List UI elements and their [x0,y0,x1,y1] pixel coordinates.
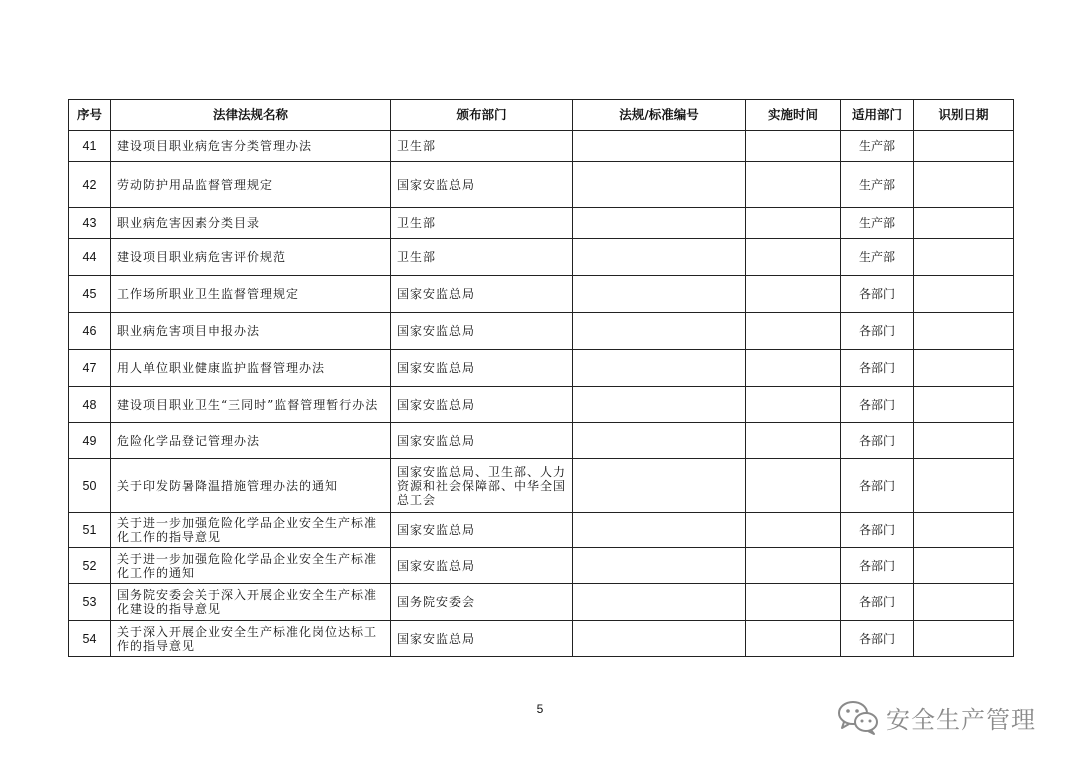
standard-code [573,387,746,423]
standard-code [573,459,746,513]
issuing-department: 国家安监总局 [391,162,573,208]
standard-code [573,162,746,208]
applicable-department: 各部门 [841,621,914,657]
applicable-department: 各部门 [841,459,914,513]
watermark [836,697,1036,737]
identification-date [914,459,1014,513]
header-code: 法规/标准编号 [573,100,746,131]
watermark-text: 安全生产管理 [886,705,1036,734]
row-number: 50 [69,459,111,513]
table-body [69,131,1014,657]
regulation-name: 建设项目职业病危害分类管理办法 [111,131,391,162]
identification-date [914,239,1014,276]
standard-code [573,584,746,621]
identification-date [914,387,1014,423]
applicable-department: 各部门 [841,423,914,459]
issuing-department: 国家安监总局 [391,513,573,548]
table-row [69,239,1014,276]
table-row [69,313,1014,350]
header-row [69,100,1014,131]
effective-date [746,548,841,584]
identification-date [914,350,1014,387]
row-number: 53 [69,584,111,621]
effective-date [746,162,841,208]
effective-date [746,313,841,350]
standard-code [573,423,746,459]
applicable-department: 各部门 [841,548,914,584]
standard-code [573,621,746,657]
identification-date [914,584,1014,621]
identification-date [914,276,1014,313]
regulation-name: 危险化学品登记管理办法 [111,423,391,459]
identification-date [914,131,1014,162]
regulation-name: 用人单位职业健康监护监督管理办法 [111,350,391,387]
regulation-name: 关于深入开展企业安全生产标准化岗位达标工作的指导意见 [111,621,391,657]
standard-code [573,313,746,350]
effective-date [746,387,841,423]
regulation-name: 工作场所职业卫生监督管理规定 [111,276,391,313]
effective-date [746,208,841,239]
regulation-name: 劳动防护用品监督管理规定 [111,162,391,208]
issuing-department: 国家安监总局 [391,621,573,657]
standard-code [573,548,746,584]
identification-date [914,513,1014,548]
row-number: 52 [69,548,111,584]
table-row [69,459,1014,513]
applicable-department: 生产部 [841,208,914,239]
applicable-department: 各部门 [841,276,914,313]
effective-date [746,513,841,548]
effective-date [746,621,841,657]
effective-date [746,423,841,459]
identification-date [914,208,1014,239]
row-number: 46 [69,313,111,350]
effective-date [746,131,841,162]
row-number: 43 [69,208,111,239]
issuing-department: 国家安监总局、卫生部、人力资源和社会保障部、中华全国总工会 [391,459,573,513]
table-row [69,513,1014,548]
identification-date [914,162,1014,208]
applicable-department: 生产部 [841,162,914,208]
issuing-department: 卫生部 [391,131,573,162]
row-number: 51 [69,513,111,548]
applicable-department: 各部门 [841,513,914,548]
header-scope: 适用部门 [841,100,914,131]
table-header [69,100,1014,131]
regulation-name: 职业病危害项目申报办法 [111,313,391,350]
regulation-name: 国务院安委会关于深入开展企业安全生产标准化建设的指导意见 [111,584,391,621]
row-number: 54 [69,621,111,657]
table-row [69,621,1014,657]
standard-code [573,208,746,239]
identification-date [914,548,1014,584]
issuing-department: 国家安监总局 [391,276,573,313]
row-number: 42 [69,162,111,208]
standard-code [573,239,746,276]
header-date: 实施时间 [746,100,841,131]
applicable-department: 各部门 [841,313,914,350]
applicable-department: 生产部 [841,131,914,162]
row-number: 45 [69,276,111,313]
table-row [69,387,1014,423]
page-number: 5 [536,702,544,716]
table-row [69,548,1014,584]
issuing-department: 卫生部 [391,239,573,276]
row-number: 47 [69,350,111,387]
effective-date [746,459,841,513]
table-row [69,423,1014,459]
regulation-name: 职业病危害因素分类目录 [111,208,391,239]
identification-date [914,313,1014,350]
effective-date [746,350,841,387]
effective-date [746,276,841,313]
regulation-name: 关于进一步加强危险化学品企业安全生产标准化工作的通知 [111,548,391,584]
standard-code [573,131,746,162]
issuing-department: 国家安监总局 [391,387,573,423]
issuing-department: 国家安监总局 [391,313,573,350]
applicable-department: 各部门 [841,350,914,387]
applicable-department: 生产部 [841,239,914,276]
table-row [69,584,1014,621]
issuing-department: 国务院安委会 [391,584,573,621]
issuing-department: 国家安监总局 [391,548,573,584]
header-name: 法律法规名称 [111,100,391,131]
table-row [69,131,1014,162]
regulation-name: 关于进一步加强危险化学品企业安全生产标准化工作的指导意见 [111,513,391,548]
issuing-department: 国家安监总局 [391,423,573,459]
applicable-department: 各部门 [841,584,914,621]
table-row [69,350,1014,387]
effective-date [746,584,841,621]
row-number: 41 [69,131,111,162]
identification-date [914,423,1014,459]
regulation-name: 建设项目职业病危害评价规范 [111,239,391,276]
standard-code [573,513,746,548]
standard-code [573,350,746,387]
wechat-icon [836,699,880,735]
effective-date [746,239,841,276]
header-identify: 识别日期 [914,100,1014,131]
table-row [69,208,1014,239]
regulation-name: 关于印发防暑降温措施管理办法的通知 [111,459,391,513]
header-dept: 颁布部门 [391,100,573,131]
issuing-department: 卫生部 [391,208,573,239]
standard-code [573,276,746,313]
regulations-table [68,99,1014,657]
table-row [69,162,1014,208]
regulation-name: 建设项目职业卫生“三同时”监督管理暂行办法 [111,387,391,423]
header-no: 序号 [69,100,111,131]
issuing-department: 国家安监总局 [391,350,573,387]
identification-date [914,621,1014,657]
applicable-department: 各部门 [841,387,914,423]
row-number: 48 [69,387,111,423]
table-row [69,276,1014,313]
row-number: 44 [69,239,111,276]
row-number: 49 [69,423,111,459]
